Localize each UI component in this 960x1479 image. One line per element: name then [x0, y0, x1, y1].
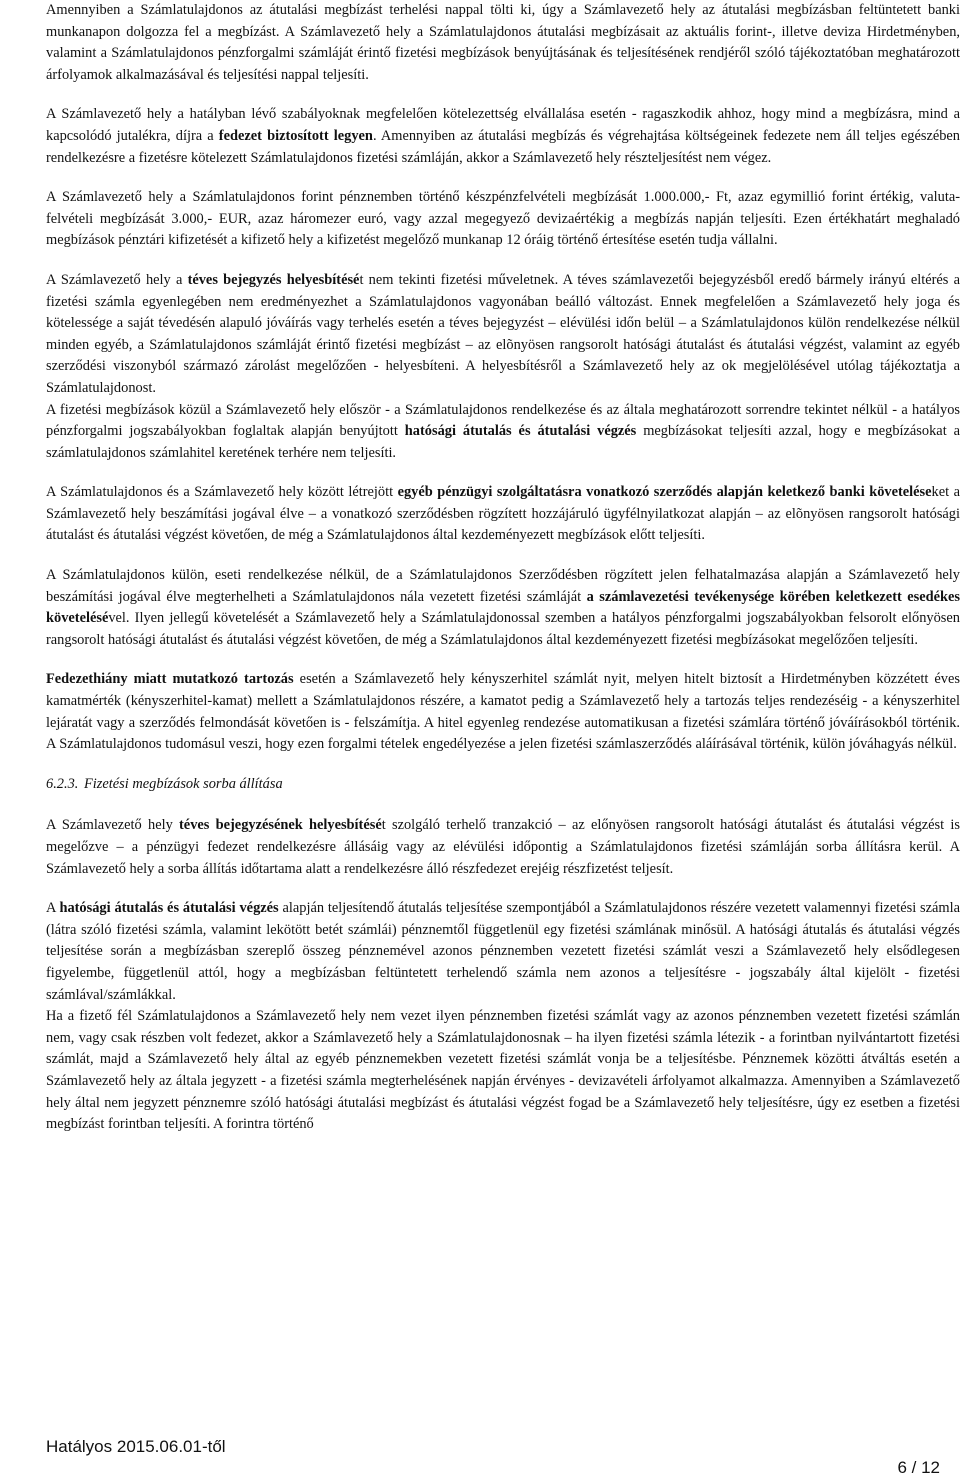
paragraph-payment-order-priority: [46, 400, 960, 465]
text: A Számlavezető hely: [46, 817, 180, 834]
text: . Amennyiben az átutalási megbízás és végrehajtása költségeinek fedezete nem áll teljes egészében rendelkezésre a fizetésre kötelezett Számlatulajdonos fizetési számláján, akkor a Számlavezető hely részteljesítést nem végez.: [46, 127, 960, 166]
document-page: [46, 0, 960, 1136]
text: A Számlatulajdonos külön, eseti rendelkezése nélkül, de a Számlatulajdonos Szerződésben rögzített jelen felhatalmazása alapján a Számlavezető hely beszámítási jogával élve megterhelheti a Számlatulajdonos nála vezetett fizetési számláját: [46, 567, 960, 605]
text: Amennyiben a Számlatulajdonos az átutalási megbízást terhelési nappal tölti ki, úgy a Számlavezető hely az átutalási megbízásban feltüntetett banki munkanapon dolgozza fel a megbízást.: [46, 2, 960, 40]
page-number: 6 / 12: [897, 1458, 940, 1477]
paragraph-erroneous-entry: [46, 270, 960, 400]
text: A Számlatulajdonos és a Számlavezető hely között létrejött: [46, 484, 398, 501]
text: A fizetési megbízások közül a Számlavezető hely először - a Számlatulajdonos rendelkezése és az általa meghatározott sorrendre tekintet nélkül - a hatályos pénzforgalmi jogszabályokban foglaltak alapján benyújtott: [46, 401, 960, 440]
paragraph-queueing: [46, 815, 960, 880]
bold-text: téves bejegyzésének helyesbítésé: [179, 817, 382, 834]
text: ket a Számlavezető hely beszámítási jogával élve – a vonatkozó szerződésben rögzített hozzájáruló ügyfélnyilatkozat alapján – az elõnyösen rangsorolt hatósági átutalást és átutalási végzést követően, de még a Számlatulajdonos által kezdeményezett megbízások előtt teljesíti.: [46, 484, 960, 544]
paragraph-transfer-processing: [46, 0, 960, 86]
paragraph-account-fees: [46, 565, 960, 651]
text: esetén a Számlavezető hely kényszerhitel számlát nyit, melyen hitelt biztosít a Hirdetményben közzétett éves kamatmérték (kényszerhitel-kamat) mellett a Számlatulajdonos részére, a kamatot pedig a Számlavezető hely a tartozás teljes rendezéséig - a kényszerhitel lejáratát vagy a szerződés felmondását követően is - felszámítja. A hitel egyenleg rendezése automatikusan a fizetési számlára történő jóváírásokból történik. A Számlatulajdonos tudomásul veszi, hogy ezen forgalmi tételek engedélyezése a jelen fizetési számlaszerződés aláírásával történik, külön jóváhagyás nélkül.: [46, 671, 960, 753]
bold-text: Fedezethiány miatt mutatkozó tartozás: [46, 671, 294, 688]
text: A Számlavezető hely a Számlatulajdonos átutalási megbízásait az aktuális forint-, illetve deviza Hirdetményben, valamint a Számlatulajdonos pénzforgalmi számláját érintő fizetési megbízások benyújtásának és teljesítésének rendjéről szóló tájékoztatóban meghatározott árfolyamok alkalmazásával és teljesítési nappal teljesíti.: [46, 23, 960, 83]
section-heading: [46, 774, 960, 796]
text: A Számlavezető hely a hatályban lévő szabályoknak megfelelően kötelezettség elvállalása esetén - ragaszkodik ahhoz, hogy mind a megbízásra, mind a kapcsolódó jutalékra, díjra a: [46, 106, 960, 144]
text: t szolgáló terhelő tranzakció – az előnyösen rangsorolt hatósági átutalást és átutalási végzést is megelőzve – a pénzügyi fedezet rendelkezésre állásáig vagy az elévülési időpontig a Számlatulajdonos fizetési számláján sorba állításra kerül. A Számlavezető hely a sorba állítás időtartama alatt a rendelkezésre álló részfedezet erejéig részfizetést teljesít.: [46, 817, 960, 877]
text: vel. Ilyen jellegű követelését a Számlavezető hely a Számlatulajdonossal szemben a hatályos pénzforgalmi jogszabályokban felsorolt előnyösen rangsorolt hatósági átutalást és átutalási végzést követően, de még a Számlatulajdonos által kezdeményezett fizetési megbízásokat megelőzően teljesíti.: [46, 610, 960, 648]
section-title: Fizetési megbízások sorba állítása: [84, 775, 283, 792]
text: t nem tekinti fizetési műveletnek. A téves számlavezetői bejegyzésből eredő bármely irányú eltérés a fizetési számla egyenlegében nem eredményezhet a Számlatulajdonos vagyonában beálló változást. Ennek megfelelően a Számlavezető hely joga és kötelessége a saját tévedésén alapuló jóváírás vagy terhelés esetén a téves bejegyzést – elévülési időn belül – a Számlatulajdonos külön rendelkezése nélkül minden egyéb, a Számlatulajdonos számláját érintő fizetési megbízást – az elõnyösen rangsorolt hatósági átutalást és átutalási végzést, valamint az egyéb szerződési viszonyból származó zárolást megelőzően - helyesbíteni. A helyesbítésről a Számlavezető hely az ok megjelölésével utólag tájékoztatja a Számlatulajdonost.: [46, 271, 960, 396]
bold-text: hatósági átutalás és átutalási végzés: [59, 900, 279, 917]
paragraph-cash-withdrawal: A Számlavezető hely a Számlatulajdonos forint pénznemben történő készpénzfelvételi megbízását 1.000.000,- Ft, azaz egymillió forint értékig, valuta-felvételi megbízását 3.000,- EUR, azaz háromezer euró, vagy azzal megegyező devizaértékig a megbízás napján teljesíti. Ezen értékhatárt meghaladó megbízások pénztári kifizetését a kifizető hely a kifizetést megelőző munkanap 12 óráig történő értesítése esetén tudja vállalni.: [46, 189, 960, 249]
text: megbízásokat teljesíti azzal, hogy e megbízásokat a számlatulajdonos számlahitel keretének terhére nem teljesíti.: [46, 423, 960, 461]
paragraph-overdraft-debt: [46, 669, 960, 755]
bold-text: hatósági átutalás és átutalási végzés: [404, 423, 637, 440]
footer-effective-date: Hatályos 2015.06.01-től: [46, 1437, 226, 1456]
bold-text: téves bejegyzés helyesbítésé: [187, 271, 360, 288]
paragraph-currency-conversion: Ha a fizető fél Számlatulajdonos a Számlavezető hely nem vezet ilyen pénznemben fizetési számlát vagy az azonos pénznemben vezetett fizetési számlán nem, vagy csak részben volt fedezet, akkor a Számlavezető hely a Számlatulajdonosnak – ha ilyen fizetési számla létezik - a forintban nyilvántartott fizetési számlát, majd a Számlavezető hely által az egyéb pénznemekben vezetett fizetési számlát vonja be a teljesítésbe. Pénznemek közötti átváltás esetén a Számlavezető hely az általa jegyzett - a fizetési számla megterhelésének napján érvényes - devizavételi árfolyamot alkalmazza. Amennyiben a Számlavezető hely által nem jegyzett pénznemre szóló hatósági átutalási megbízást és átutalási végzést fogad be a Számlavezető hely teljesítésre, úgy ez esetben a fizetési megbízást forintban teljesíti. A forintra történő: [46, 1008, 960, 1133]
paragraph-official-transfer: [46, 898, 960, 1006]
bold-text: egyéb pénzügyi szolgáltatásra vonatkozó szerződés alapján keletkező banki követelése: [397, 484, 932, 501]
bold-text: a számlavezetési tevékenysége körében keletkezett esedékes követelésé: [46, 588, 960, 627]
paragraph-bank-claims: [46, 482, 960, 547]
paragraph-cover-requirement: [46, 104, 960, 169]
text: alapján teljesítendő átutalás teljesítése szempontjából a Számlatulajdonos részére vezetett valamennyi fizetési számla (látra szóló fizetési számla, valamint lekötött betét számlái) pénznemtől függetlenül egy fizetési számlának minősül. A hatósági átutalás és átutalási végzés teljesítése során a megbízásban szereplő összeg pénznemével azonos pénznemben vezetett fizetési számlát veszi a Számlavezető hely elsődlegesen figyelembe, függetlenül attól, hogy a megbízásban feltüntetett terhelendő számla nem azonos a teljesítésre - jogszabály által kijelölt - fizetési számlával/számlákkal.: [46, 900, 960, 1003]
section-number: 6.2.3.: [46, 775, 79, 792]
text: A: [46, 900, 60, 917]
text: A Számlavezető hely a: [46, 271, 188, 288]
bold-text: fedezet biztosított legyen: [218, 127, 373, 144]
